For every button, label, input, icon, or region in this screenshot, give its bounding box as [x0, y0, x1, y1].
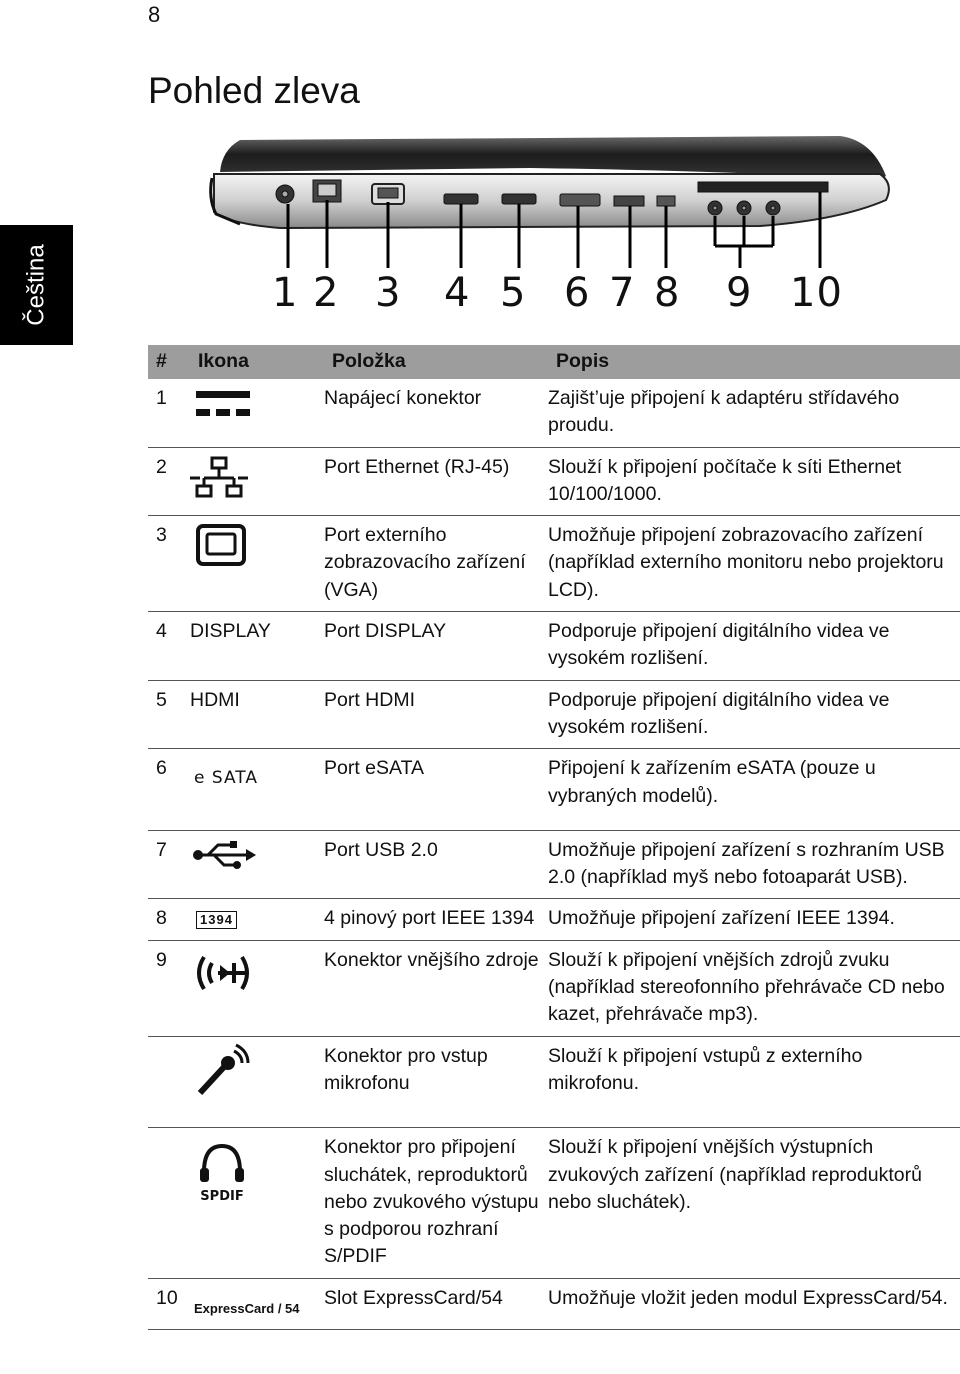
row-item: Port eSATA — [324, 749, 548, 831]
row-number: 8 — [148, 899, 190, 940]
expresscard-icon — [190, 1278, 324, 1329]
header-num: # — [148, 345, 190, 379]
table-row — [148, 749, 960, 831]
row-item: Slot ExpressCard/54 — [324, 1278, 548, 1329]
row-item: 4 pinový port IEEE 1394 — [324, 899, 548, 940]
header-desc: Popis — [548, 345, 960, 379]
icon-text: DISPLAY — [190, 620, 271, 643]
row-desc: Umožňuje připojení zařízení s rozhraním USB 2.0 (například myš nebo fotoaparát USB). — [548, 830, 960, 899]
table-row — [148, 830, 960, 899]
row-item: Port externího zobrazovacího zařízení (VGA) — [324, 516, 548, 612]
line-in-icon — [190, 940, 324, 1036]
row-item: Konektor pro připojení sluchátek, reproduktorů nebo zvukového výstupu s podporou rozhraní S/PDIF — [324, 1128, 548, 1278]
ieee1394-icon — [190, 899, 324, 940]
expresscard-icon-text: ExpressCard / 54 — [194, 1300, 300, 1316]
port-label: 2 — [313, 270, 340, 316]
row-desc: Umožňuje připojení zobrazovacího zařízení (například externího monitoru nebo projektoru LCD). — [548, 516, 960, 612]
row-number: 3 — [148, 516, 190, 612]
row-item: Konektor pro vstup mikrofonu — [324, 1036, 548, 1128]
row-item: Konektor vnějšího zdroje — [324, 940, 548, 1036]
table-header-row — [148, 345, 960, 379]
row-desc: Slouží k připojení počítače k síti Ethernet 10/100/1000. — [548, 447, 960, 516]
row-number: 9 — [148, 940, 190, 1036]
ieee1394-icon-text: 1394 — [196, 911, 237, 929]
row-desc: Zajišt’uje připojení k adaptéru střídavého proudu. — [548, 379, 960, 447]
language-tab — [0, 225, 73, 345]
row-item: Napájecí konektor — [324, 379, 548, 447]
row-number — [148, 1036, 190, 1128]
row-number: 7 — [148, 830, 190, 899]
ethernet-icon — [190, 447, 324, 516]
port-label: 9 — [726, 270, 753, 316]
header-item: Položka — [324, 345, 548, 379]
row-desc: Umožňuje připojení zařízení IEEE 1394. — [548, 899, 960, 940]
row-item: Port USB 2.0 — [324, 830, 548, 899]
row-number: 5 — [148, 680, 190, 749]
table-row — [148, 1278, 960, 1329]
display-port-label — [190, 612, 324, 681]
table-row — [148, 1036, 960, 1128]
table-row — [148, 516, 960, 612]
usb-icon — [190, 830, 324, 899]
hdmi-label — [190, 680, 324, 749]
row-desc: Slouží k připojení vnějších výstupních zvukových zařízení (například reproduktorů nebo sluchátek). — [548, 1128, 960, 1278]
row-item: Port Ethernet (RJ-45) — [324, 447, 548, 516]
row-number: 1 — [148, 379, 190, 447]
headphones-spdif-icon — [190, 1128, 324, 1278]
row-desc: Umožňuje vložit jeden modul ExpressCard/54. — [548, 1278, 960, 1329]
icon-text: HDMI — [190, 688, 240, 711]
table-row — [148, 1128, 960, 1278]
esata-icon — [190, 749, 324, 831]
row-number: 2 — [148, 447, 190, 516]
port-label: 5 — [500, 270, 527, 316]
page-title: Pohled zleva — [148, 70, 360, 111]
dc-power-icon — [190, 379, 324, 447]
language-tab-label: Čeština — [22, 244, 50, 326]
port-label: 8 — [654, 270, 681, 316]
row-number — [148, 1128, 190, 1278]
row-item: Port DISPLAY — [324, 612, 548, 681]
port-label: 3 — [375, 270, 402, 316]
spdif-icon-text: SPDIF — [200, 1189, 244, 1205]
row-number: 10 — [148, 1278, 190, 1329]
port-label: 1 — [272, 270, 299, 316]
row-desc: Slouží k připojení vstupů z externího mikrofonu. — [548, 1036, 960, 1128]
port-label: 6 — [564, 270, 591, 316]
port-label: 10 — [790, 270, 843, 316]
table-row — [148, 447, 960, 516]
microphone-icon — [190, 1036, 324, 1128]
page-number: 8 — [148, 2, 161, 27]
table-row — [148, 899, 960, 940]
port-label: 7 — [609, 270, 636, 316]
header-icon: Ikona — [190, 345, 324, 379]
row-item: Port HDMI — [324, 680, 548, 749]
table-row — [148, 940, 960, 1036]
row-number: 4 — [148, 612, 190, 681]
esata-icon-text: e SATA — [194, 768, 258, 789]
port-label: 4 — [444, 270, 471, 316]
table-row — [148, 379, 960, 447]
row-desc: Podporuje připojení digitálního videa ve vysokém rozlišení. — [548, 680, 960, 749]
table-row — [148, 612, 960, 681]
ports-table — [148, 345, 960, 1330]
table-row — [148, 680, 960, 749]
row-desc: Slouží k připojení vnějších zdrojů zvuku (například stereofonního přehrávače CD nebo kazet, přehrávače mp3). — [548, 940, 960, 1036]
row-number: 6 — [148, 749, 190, 831]
vga-monitor-icon — [190, 516, 324, 612]
row-desc: Připojení k zařízením eSATA (pouze u vybraných modelů). — [548, 749, 960, 831]
row-desc: Podporuje připojení digitálního videa ve vysokém rozlišení. — [548, 612, 960, 681]
